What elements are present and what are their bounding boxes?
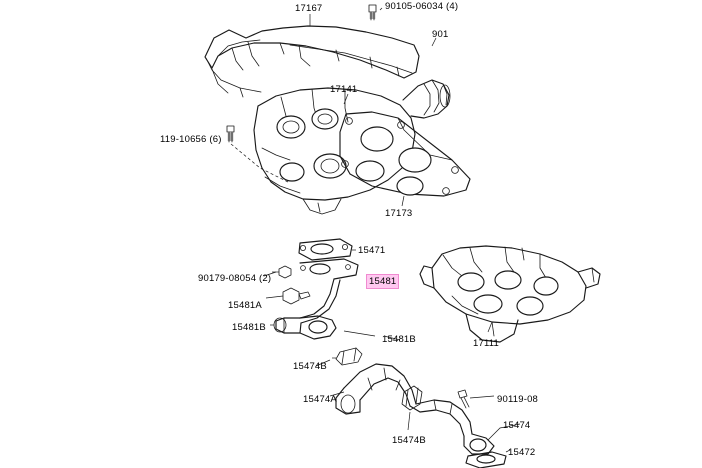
part-label-15474a[interactable]: 15474A bbox=[303, 394, 337, 405]
part-label-90105-06034-4[interactable]: 90105-06034 (4) bbox=[385, 1, 459, 12]
part-90179-nut bbox=[272, 266, 291, 278]
part-label-17173[interactable]: 17173 bbox=[385, 208, 413, 219]
part-label-119-10656-6[interactable]: 119-10656 (6) bbox=[160, 134, 222, 145]
part-label-17167[interactable]: 17167 bbox=[295, 3, 323, 14]
part-label-15472[interactable]: 15472 bbox=[508, 447, 536, 458]
part-label-90179-08054-2[interactable]: 90179-08054 (2) bbox=[198, 273, 272, 284]
part-15471-gasket bbox=[299, 239, 352, 260]
part-15472-gasket bbox=[466, 450, 510, 468]
part-15474A-return-hose bbox=[336, 364, 416, 414]
part-15481A-union bbox=[266, 288, 310, 304]
part-17173-gasket bbox=[340, 112, 470, 196]
part-90105-bolt-top bbox=[369, 5, 376, 20]
part-15474B-clamp-top bbox=[332, 348, 362, 365]
part-17167-heat-insulator bbox=[205, 26, 419, 97]
part-label-15474b[interactable]: 15474B bbox=[293, 361, 327, 372]
part-label-901[interactable]: 901 bbox=[432, 29, 449, 40]
part-label-17111[interactable]: 17111 bbox=[473, 338, 500, 349]
part-label-15481a[interactable]: 15481A bbox=[228, 300, 262, 311]
part-15481-oil-pipe bbox=[276, 259, 358, 339]
part-90119-bolt bbox=[458, 390, 494, 408]
part-label-17141[interactable]: 17141 bbox=[330, 84, 358, 95]
part-15481B-washer-right bbox=[344, 331, 375, 336]
part-label-90119-08[interactable]: 90119-08 bbox=[497, 394, 539, 405]
part-label-15481[interactable]: 15481 bbox=[366, 274, 399, 289]
part-label-15481b[interactable]: 15481B bbox=[232, 322, 266, 333]
part-17111-intake-manifold bbox=[420, 246, 600, 342]
part-label-15474[interactable]: 15474 bbox=[503, 420, 531, 431]
part-label-15474b[interactable]: 15474B bbox=[392, 435, 426, 446]
part-17141-exhaust-manifold bbox=[254, 80, 450, 214]
part-label-15481b[interactable]: 15481B bbox=[382, 334, 416, 345]
part-label-15471[interactable]: 15471 bbox=[358, 245, 386, 256]
